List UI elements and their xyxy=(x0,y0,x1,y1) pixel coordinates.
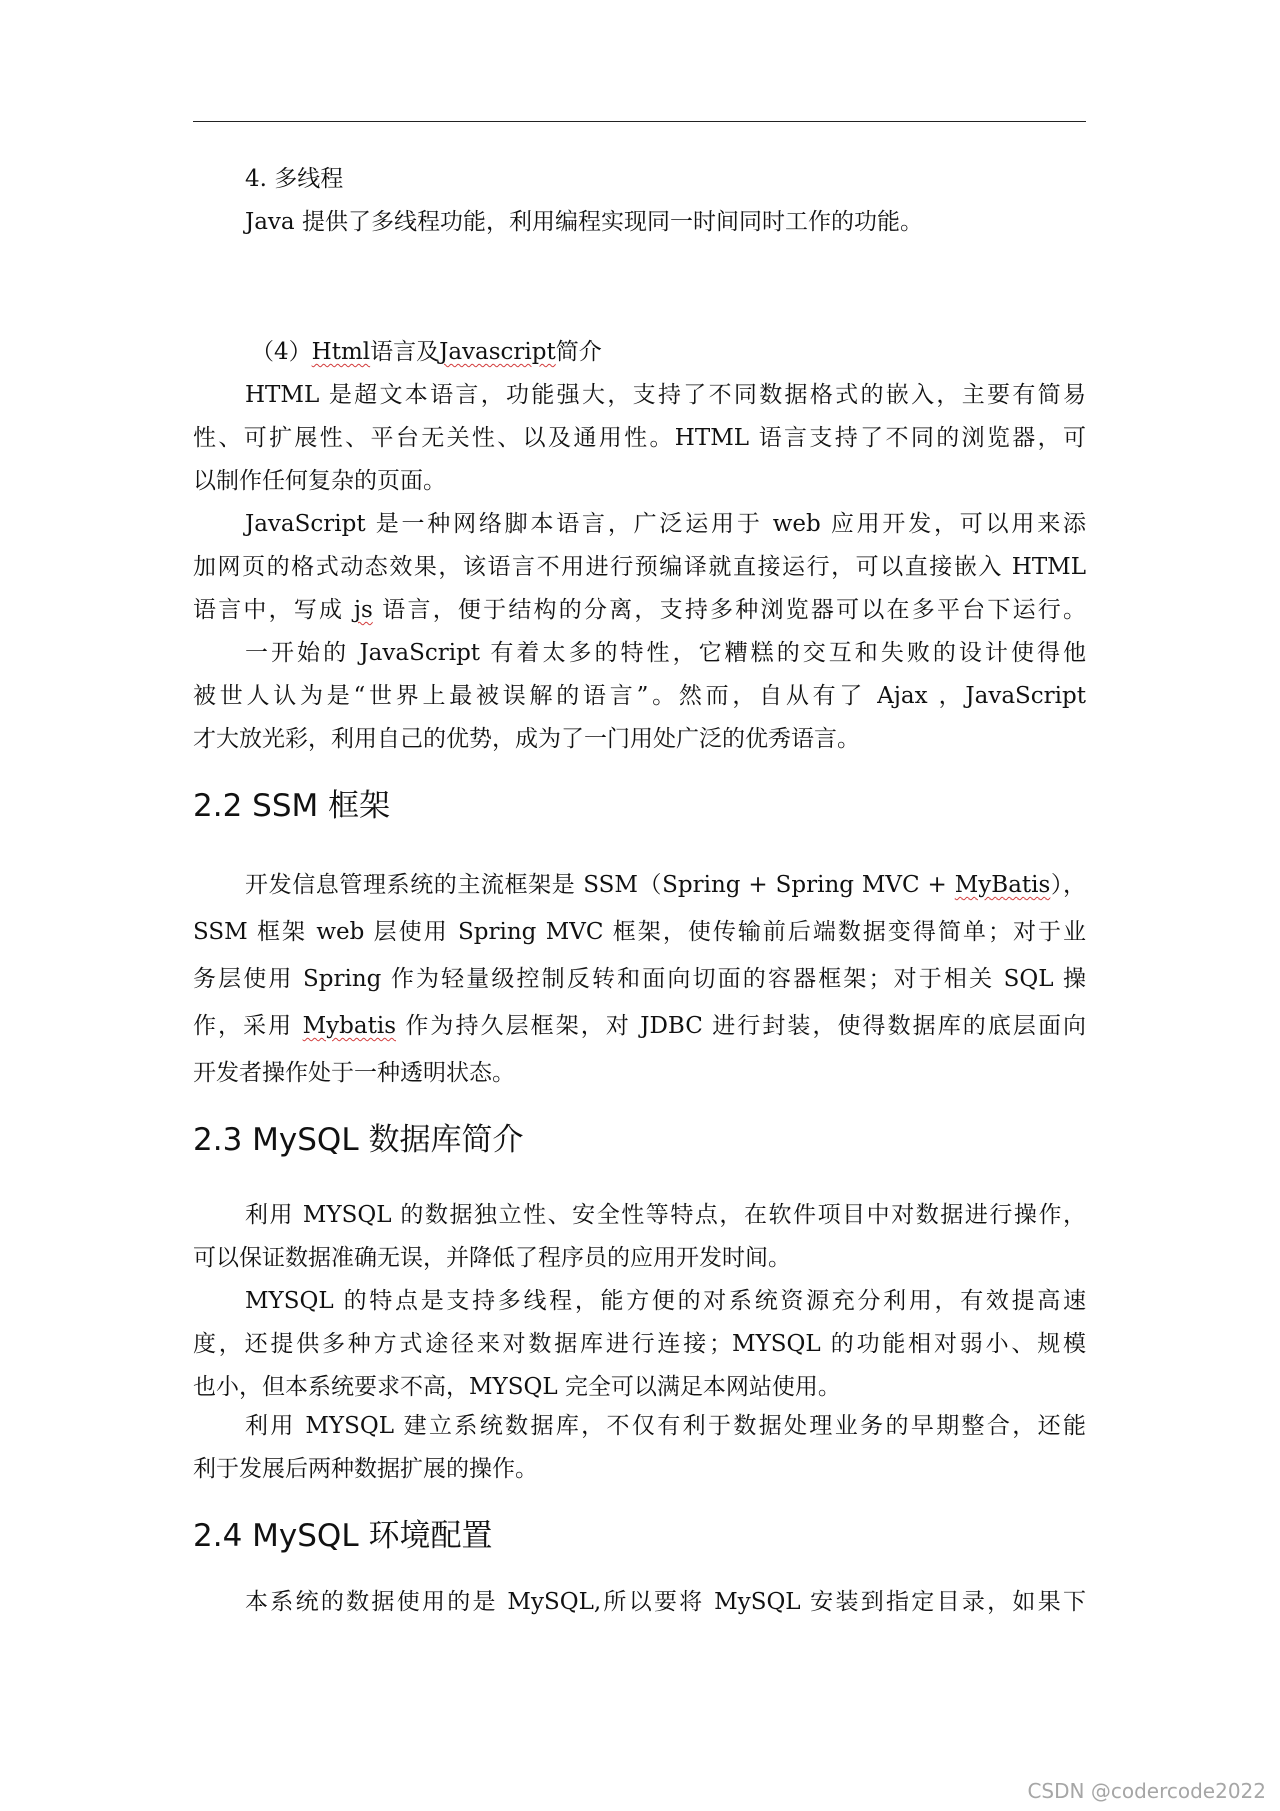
paragraph-line: 本系统的数据使用的是 MySQL,所以要将 MySQL 安装到指定目录，如果下 xyxy=(245,1589,1086,1615)
section-title-mysql: 2.3 MySQL 数据库简介 xyxy=(193,1122,524,1158)
watermark: CSDN @codercode2022 xyxy=(1027,1779,1266,1803)
spellcheck-word: Javascript xyxy=(439,339,556,365)
text-run: 语言中，写成 xyxy=(193,597,345,623)
paragraph-line: 度，还提供多种方式途径来对数据库进行连接；MYSQL 的功能相对弱小、规模 xyxy=(193,1331,1086,1357)
paragraph-line: Java 提供了多线程功能，利用编程实现同一时间同时工作的功能。 xyxy=(245,209,923,235)
spellcheck-word: Html xyxy=(311,339,371,365)
paragraph-line: 务层使用 Spring 作为轻量级控制反转和面向切面的容器框架；对于相关 SQL 操 xyxy=(193,966,1086,992)
paragraph-line: 才大放光彩，利用自己的优势，成为了一门用处广泛的优秀语言。 xyxy=(193,726,860,752)
paragraph-line: 加网页的格式动态效果，该语言不用进行预编译就直接运行，可以直接嵌入 HTML xyxy=(193,554,1086,580)
paragraph-line: 开发者操作处于一种透明状态。 xyxy=(193,1060,515,1086)
text-run: 语言，便于结构的分离，支持多种浏览器可以在多平台下运行。 xyxy=(382,597,1087,623)
spellcheck-word: Mybatis xyxy=(302,1013,396,1039)
paragraph-line: 以制作任何复杂的页面。 xyxy=(193,468,446,494)
paragraph-line xyxy=(193,595,1086,625)
section-title-env: 2.4 MySQL 环境配置 xyxy=(193,1518,493,1554)
paragraph-line: 一开始的 JavaScript 有着太多的特性，它糟糕的交互和失败的设计使得他 xyxy=(245,640,1086,666)
paragraph-line xyxy=(193,1011,1086,1041)
paragraph-line: 可以保证数据准确无误，并降低了程序员的应用开发时间。 xyxy=(193,1245,791,1271)
spellcheck-word: MyBatis xyxy=(954,872,1051,898)
paragraph-line: 利于发展后两种数据扩展的操作。 xyxy=(193,1456,538,1482)
paragraph-line: JavaScript 是一种网络脚本语言，广泛运用于 web 应用开发，可以用来添 xyxy=(245,511,1086,537)
text-run: 开发信息管理系统的主流框架是 SSM（Spring + Spring MVC + xyxy=(245,872,955,898)
subsection-heading xyxy=(251,337,602,367)
paragraph-line: SSM 框架 web 层使用 Spring MVC 框架，使传输前后端数据变得简单；对于业 xyxy=(193,919,1086,945)
paragraph-line: 也小，但本系统要求不高，MYSQL 完全可以满足本网站使用。 xyxy=(193,1374,841,1400)
header-rule xyxy=(193,121,1086,122)
heading-text: 语言及 xyxy=(370,339,440,365)
section-title-ssm: 2.2 SSM 框架 xyxy=(193,788,391,824)
paragraph-line: 性、可扩展性、平台无关性、以及通用性。HTML 语言支持了不同的浏览器，可 xyxy=(193,425,1086,451)
paragraph-line: MYSQL 的特点是支持多线程，能方便的对系统资源充分利用，有效提高速 xyxy=(245,1288,1086,1314)
paragraph-line: 被世人认为是“世界上最被误解的语言”。然而，自从有了 Ajax ，JavaScript xyxy=(193,683,1086,709)
spellcheck-word: js xyxy=(353,597,373,623)
heading-number: （4） xyxy=(251,339,312,365)
text-run: 作，采用 xyxy=(193,1013,294,1039)
paragraph-line xyxy=(245,870,1086,900)
paragraph-line: 利用 MYSQL 的数据独立性、安全性等特点，在软件项目中对数据进行操作， xyxy=(245,1202,1086,1228)
heading-text: 简介 xyxy=(555,339,602,365)
paragraph-line: HTML 是超文本语言，功能强大，支持了不同数据格式的嵌入，主要有简易 xyxy=(245,382,1086,408)
text-run: 作为持久层框架，对 JDBC 进行封装，使得数据库的底层面向 xyxy=(405,1013,1087,1039)
item-heading: 4. 多线程 xyxy=(245,166,344,192)
paragraph-line: 利用 MYSQL 建立系统数据库，不仅有利于数据处理业务的早期整合，还能 xyxy=(245,1413,1086,1439)
text-run: ）， xyxy=(1050,872,1087,898)
